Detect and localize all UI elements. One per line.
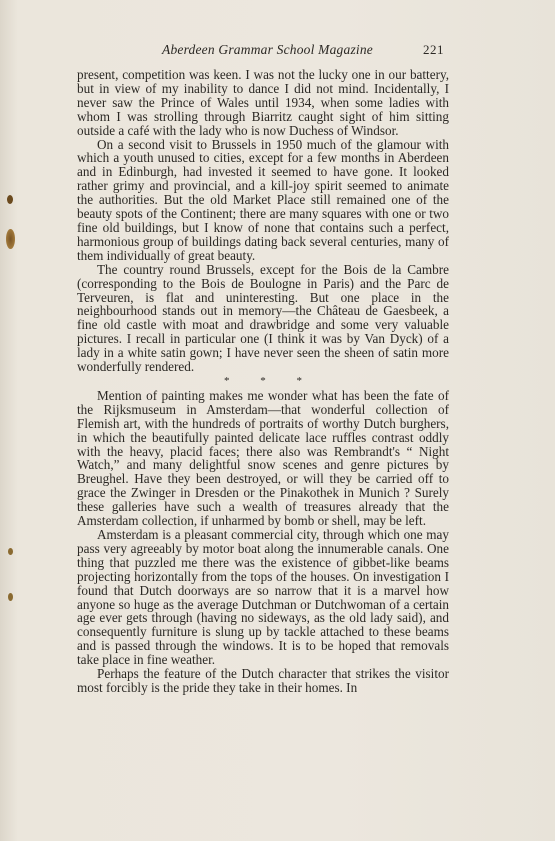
running-title: Aberdeen Grammar School Magazine — [162, 42, 373, 57]
foxing-mark — [8, 593, 13, 601]
foxing-mark — [6, 229, 15, 249]
paragraph: Amsterdam is a pleasant commercial city, through which one may pass very agreeably by motor boat along the innumerable canals. One thing that puzzled me there was the existence of gibbet-like beams projecting horizontally from the tops of the houses. On investigation I found that Dutch doorways are so narrow that it is a marvel how anyone so huge as the average Dutchman or Dutchwoman of a certain age ever gets through (having no sideways, as the old lady said), and consequently furniture is slung up by tackle attached to these beams and is passed through the windows. It is to be hoped that removals take place in fine weather. — [77, 527, 449, 668]
paragraph: Perhaps the feature of the Dutch character that strikes the visitor most forcibly is the pride they take in their homes. In — [77, 666, 449, 695]
paragraph: present, competition was keen. I was not the lucky one in our battery, but in view of my inability to dance I did not mind. Incidentally, I never saw the Prince of Wales until 1934, when some ladies with whom I was strolling through Biarritz caught sight of him sitting outside a café with the lady who is now Duchess of Windsor. — [77, 67, 449, 138]
paragraph: On a second visit to Brussels in 1950 much of the glamour with which a youth unused to cities, except for a few months in Aberdeen and in Edinburgh, had invested it seemed to have gone. It looked rather grimy and provincial, and a kill-joy spirit seemed to animate the authorities. But the old Market Place still remained one of the beauty spots of the Continent; there are many squares with one or two fine old buildings, but I know of none that contains such a perfect, harmonious group of buildings dating back several centuries, many of them individually of great beauty. — [77, 136, 449, 263]
paragraph: Mention of painting makes me wonder what has been the fate of the Rijksmuseum in Amsterdam—that wonderful collection of Flemish art, with the hundreds of portraits of worthy Dutch burghers, in which the beautifully painted delicate lace ruffles contrast oddly with the heavy, placid faces; there also was Rembrandt's “ Night Watch,” and many delightful snow scenes and genre pictures by Breughel. Have they been destroyed, or will they be carried off to grace the Zwinger in Dresden or the Pinakothek in Munich ? Surely these galleries have such a wealth of treasures already that the Amsterdam collection, if unharmed by bomb or shell, may be left. — [77, 387, 449, 529]
body-text — [77, 68, 449, 695]
foxing-mark — [8, 548, 13, 555]
foxing-mark — [7, 195, 13, 204]
section-separator: * * * — [224, 374, 316, 387]
paragraph: The country round Brussels, except for the Bois de la Cambre (corresponding to the Bois de Boulogne in Paris) and the Parc de Terveuren, is flat and uninteresting. But one place in the neighbourhood stands out in memory—the Château de Gaesbeek, a fine old castle with moat and drawbridge and some very valuable pictures. I recall in particular one (I think it was by Van Dyck) of a lady in a white satin gown; I have never seen the sheen of satin more wonderfully rendered. — [77, 261, 449, 375]
page-number: 221 — [423, 42, 444, 57]
